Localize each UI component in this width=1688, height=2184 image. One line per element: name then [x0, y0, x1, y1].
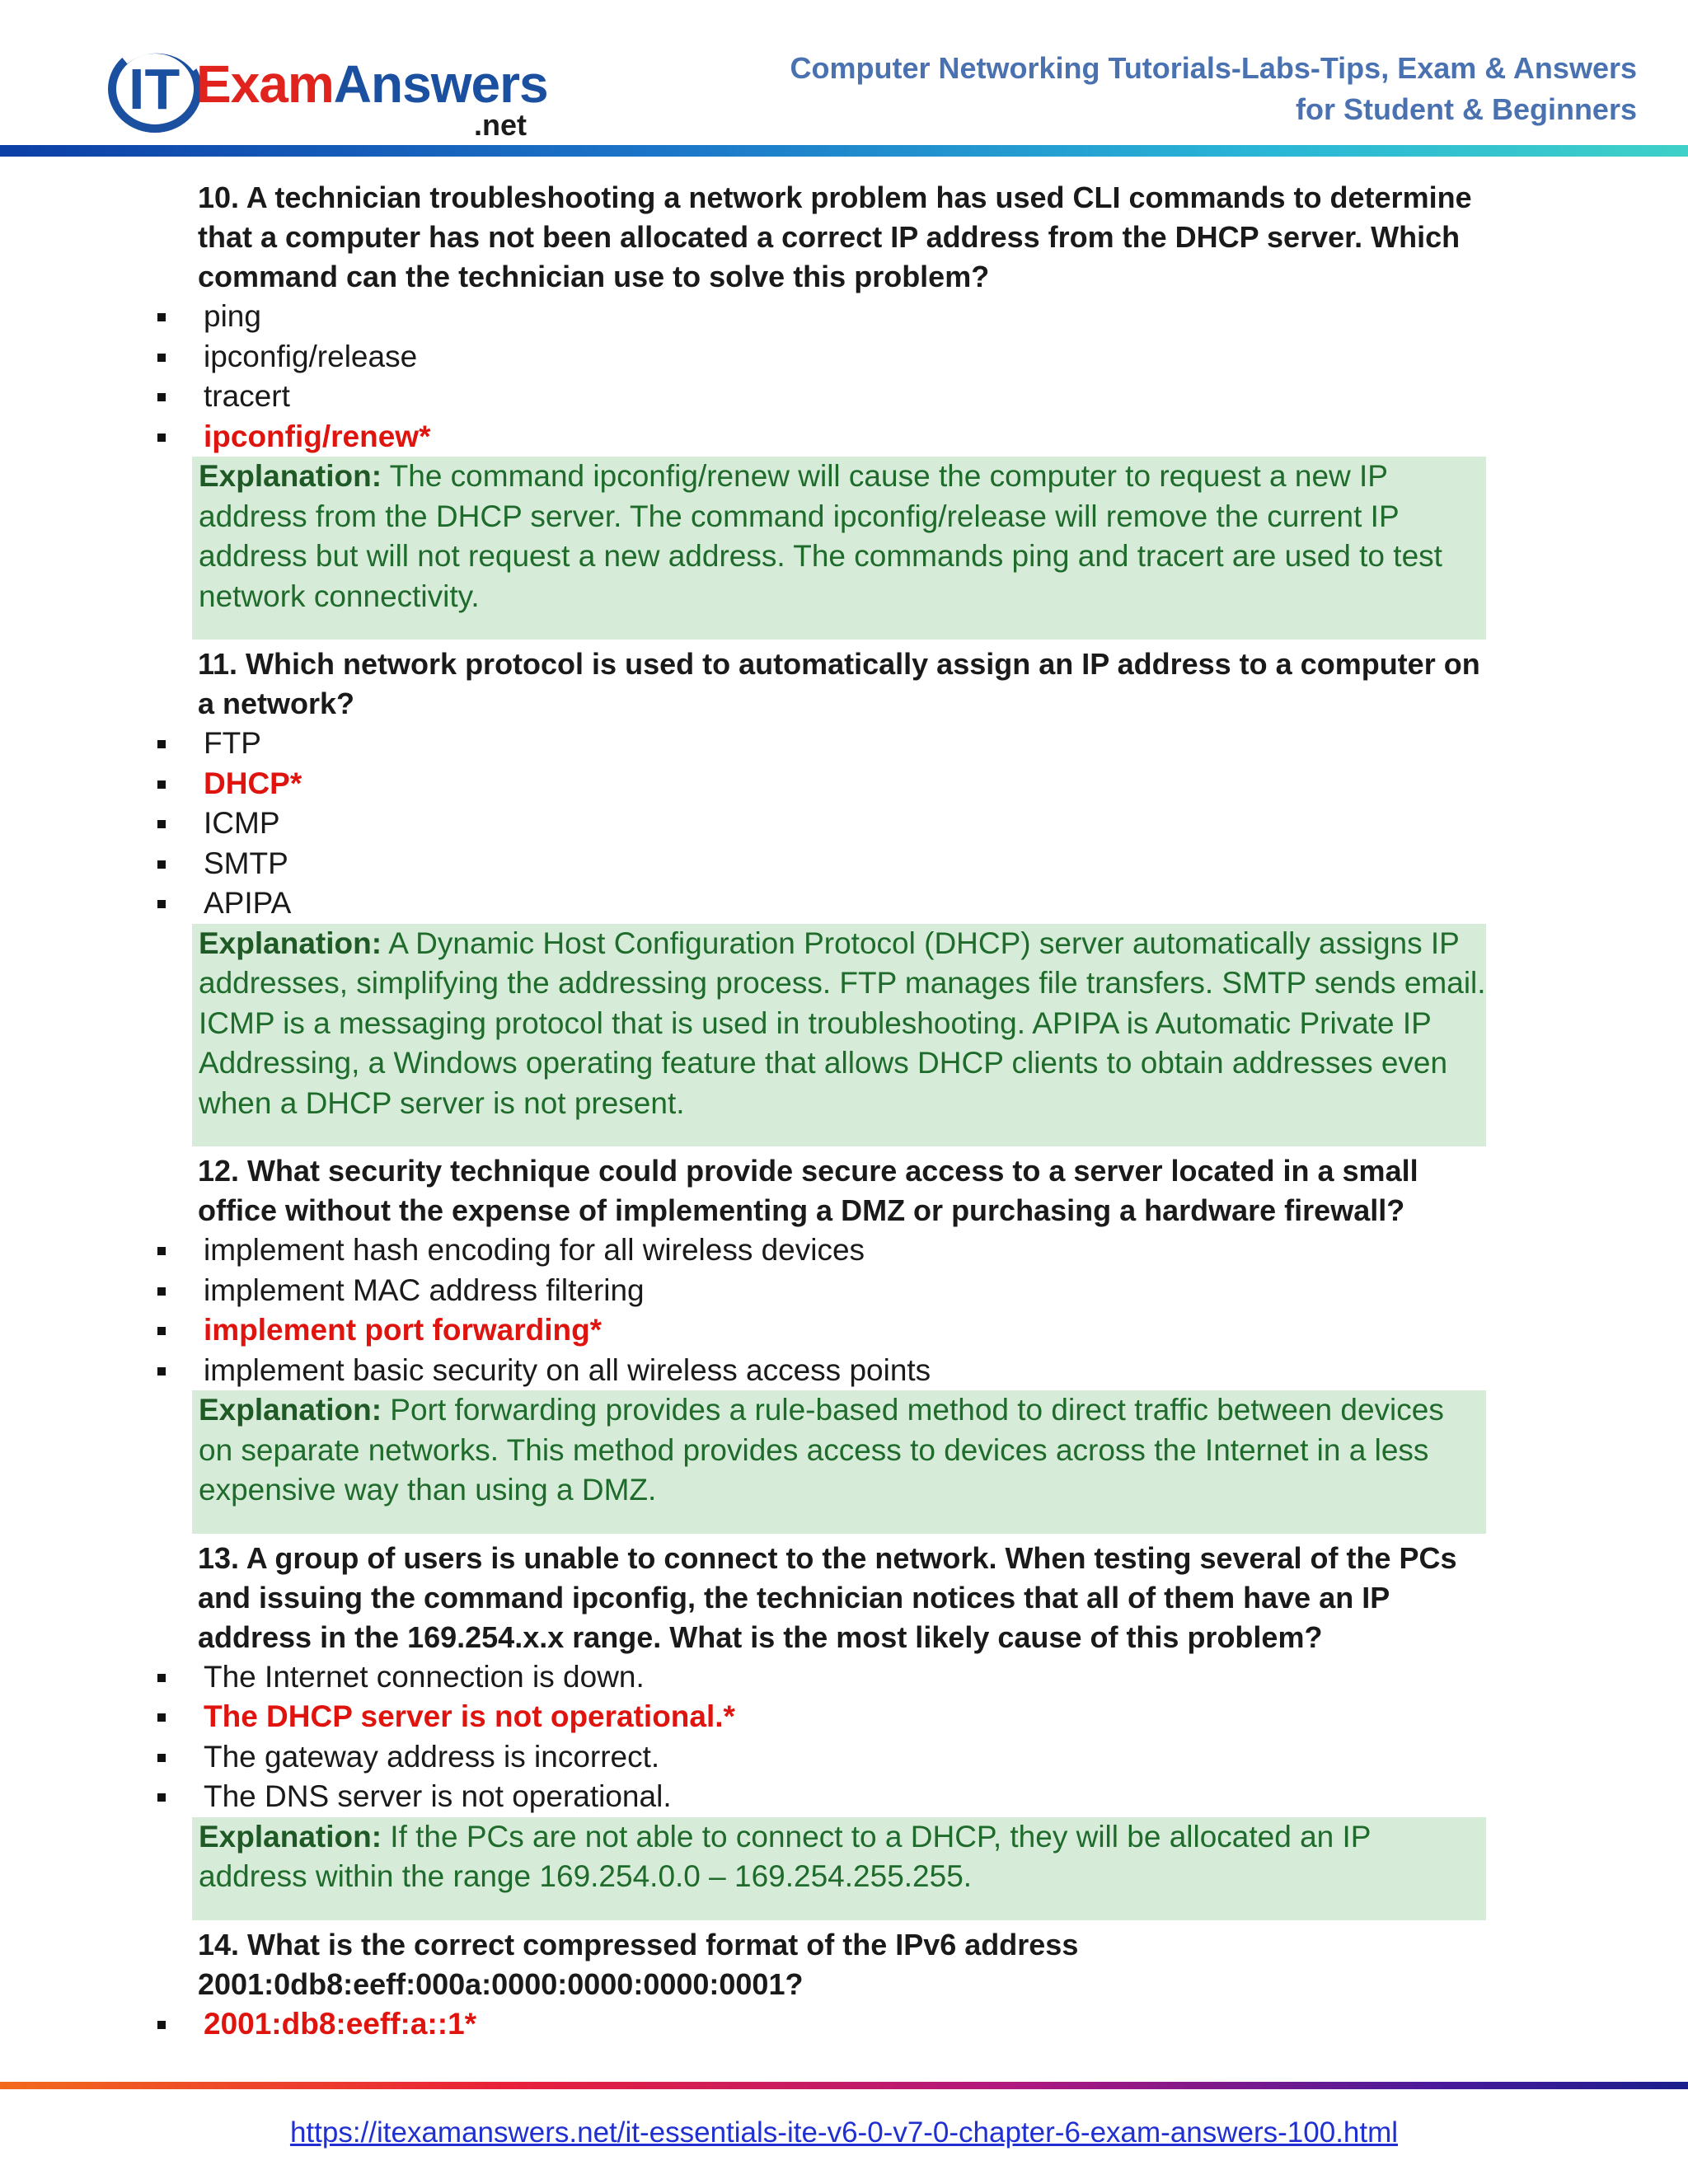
answer-options — [0, 2004, 1688, 2045]
answer-label: FTP — [204, 726, 261, 760]
logo-answers-text: Answers — [333, 54, 548, 114]
correct-answer-option — [0, 1697, 1688, 1737]
tagline-line-2: for Student & Beginners — [1295, 92, 1637, 126]
explanation-box — [192, 457, 1486, 640]
explanation-label: Explanation: — [199, 1393, 382, 1427]
question-block — [0, 1539, 1688, 1920]
answer-options — [0, 297, 1688, 457]
answer-label: DHCP* — [204, 766, 302, 800]
site-logo[interactable] — [107, 35, 552, 142]
answer-option — [0, 297, 1688, 337]
bullet-icon — [157, 1674, 166, 1682]
page-header — [0, 0, 1688, 157]
answer-label: implement port forwarding* — [204, 1313, 603, 1347]
explanation-box — [192, 924, 1486, 1147]
bullet-icon — [157, 900, 166, 908]
answer-label: The DHCP server is not operational.* — [204, 1699, 735, 1733]
question-text: 12. What security technique could provide secure access to a server located in a small office without the expense of implementing a DMZ or purchasing a hardware firewall? — [198, 1154, 1418, 1227]
bullet-icon — [157, 393, 166, 401]
question-block — [0, 644, 1688, 1146]
explanation-label: Explanation: — [199, 459, 382, 493]
bullet-icon — [157, 313, 166, 321]
logo-wordmark — [196, 54, 548, 114]
bullet-icon — [157, 1327, 166, 1335]
answer-label: ping — [204, 299, 261, 333]
correct-answer-option — [0, 2004, 1688, 2045]
answer-label: implement MAC address filtering — [204, 1272, 645, 1307]
bullet-icon — [157, 1367, 166, 1376]
bullet-icon — [157, 740, 166, 748]
answer-label: The gateway address is incorrect. — [204, 1739, 660, 1774]
answer-options — [0, 1657, 1688, 1817]
footer-divider — [0, 2082, 1688, 2089]
bullet-icon — [157, 860, 166, 869]
explanation-label: Explanation: — [199, 926, 382, 960]
answer-option — [0, 804, 1688, 844]
explanation-label: Explanation: — [199, 1819, 382, 1854]
bullet-icon — [157, 354, 166, 362]
answer-option — [0, 883, 1688, 924]
answer-option — [0, 1230, 1688, 1271]
answer-option — [0, 1271, 1688, 1311]
header-divider — [0, 145, 1688, 157]
correct-answer-option — [0, 417, 1688, 457]
answer-label: APIPA — [204, 886, 292, 920]
logo-net-text: .net — [474, 108, 528, 142]
bullet-icon — [157, 434, 166, 442]
answer-label: 2001:db8:eeff:a::1* — [204, 2006, 477, 2041]
answer-label: tracert — [204, 379, 290, 413]
answer-label: ipconfig/release — [204, 339, 418, 373]
answer-label: The Internet connection is down. — [204, 1659, 645, 1694]
question-text: 14. What is the correct compressed format of the IPv6 address 2001:0db8:eeff:000a:0000:0000:0000:0001? — [198, 1927, 1079, 2001]
question-block — [0, 1925, 1688, 2045]
explanation-box — [192, 1390, 1486, 1534]
footer-source-link[interactable]: https://itexamanswers.net/it-essentials-ite-v6-0-v7-0-chapter-6-exam-answers-100.html — [289, 2116, 1399, 2149]
answer-label: ICMP — [204, 806, 280, 840]
answer-label: SMTP — [204, 846, 288, 880]
answer-option — [0, 337, 1688, 377]
answer-option — [0, 1351, 1688, 1391]
bullet-icon — [157, 780, 166, 789]
bullet-icon — [157, 1793, 166, 1802]
answer-label: implement hash encoding for all wireless devices — [204, 1233, 865, 1267]
answer-option — [0, 1657, 1688, 1698]
explanation-text: The command ipconfig/renew will cause the computer to request a new IP address from the DHCP server. The command ipconfig/release will remove the current IP address but will not request a new address. The commands ping and tracert are used to test network connectivity. — [199, 459, 1442, 613]
bullet-icon — [157, 2021, 166, 2029]
bullet-icon — [157, 1754, 166, 1762]
answer-option — [0, 377, 1688, 417]
logo-exam-text: Exam — [196, 54, 334, 114]
question-text: 10. A technician troubleshooting a network problem has used CLI commands to determine that a computer has not been allocated a correct IP address from the DHCP server. Which command can the technician use to solve this problem? — [198, 180, 1472, 293]
answer-options — [0, 724, 1688, 924]
logo-ring-icon — [107, 35, 206, 134]
answer-label: ipconfig/renew* — [204, 419, 431, 453]
question-text: 13. A group of users is unable to connect to the network. When testing several of the PCs and issuing the command ipconfig, the technician notices that all of them have an IP address in the 169.254.x.x range. What is the most likely cause of this problem? — [198, 1540, 1457, 1654]
bullet-icon — [157, 820, 166, 828]
bullet-icon — [157, 1247, 166, 1255]
correct-answer-option — [0, 1310, 1688, 1351]
correct-answer-option — [0, 764, 1688, 804]
answer-option — [0, 844, 1688, 884]
answer-label: implement basic security on all wireless access points — [204, 1352, 931, 1387]
answer-option — [0, 724, 1688, 764]
question-block — [0, 178, 1688, 640]
answer-label: The DNS server is not operational. — [204, 1779, 672, 1813]
explanation-box — [192, 1817, 1486, 1920]
bullet-icon — [157, 1713, 166, 1722]
question-block — [0, 1151, 1688, 1534]
answer-option — [0, 1737, 1688, 1778]
answer-options — [0, 1230, 1688, 1390]
explanation-text: A Dynamic Host Configuration Protocol (DHCP) server automatically assigns IP addresses, simplifying the addressing process. FTP manages file transfers. SMTP sends email. ICMP is a messaging protocol that is used in troubleshooting. APIPA is Automatic Private IP Addressing, a Windows operating feature that allows DHCP clients to obtain addresses even when a DHCP server is not present. — [199, 926, 1486, 1120]
explanation-text: If the PCs are not able to connect to a DHCP, they will be allocated an IP address within the range 169.254.0.0 – 169.254.255.255. — [199, 1819, 1371, 1893]
tagline-line-1: Computer Networking Tutorials-Labs-Tips, Exam & Answers — [790, 51, 1637, 85]
site-tagline — [790, 48, 1637, 130]
question-text: 11. Which network protocol is used to automatically assign an IP address to a computer on a network? — [198, 647, 1480, 720]
explanation-text: Port forwarding provides a rule-based method to direct traffic between devices on separate networks. This method provides access to devices across the Internet in a less expensive way than using a DMZ. — [199, 1393, 1444, 1507]
bullet-icon — [157, 1287, 166, 1296]
logo-it-text: IT — [129, 57, 181, 121]
main-content — [0, 173, 1688, 2044]
answer-option — [0, 1777, 1688, 1817]
